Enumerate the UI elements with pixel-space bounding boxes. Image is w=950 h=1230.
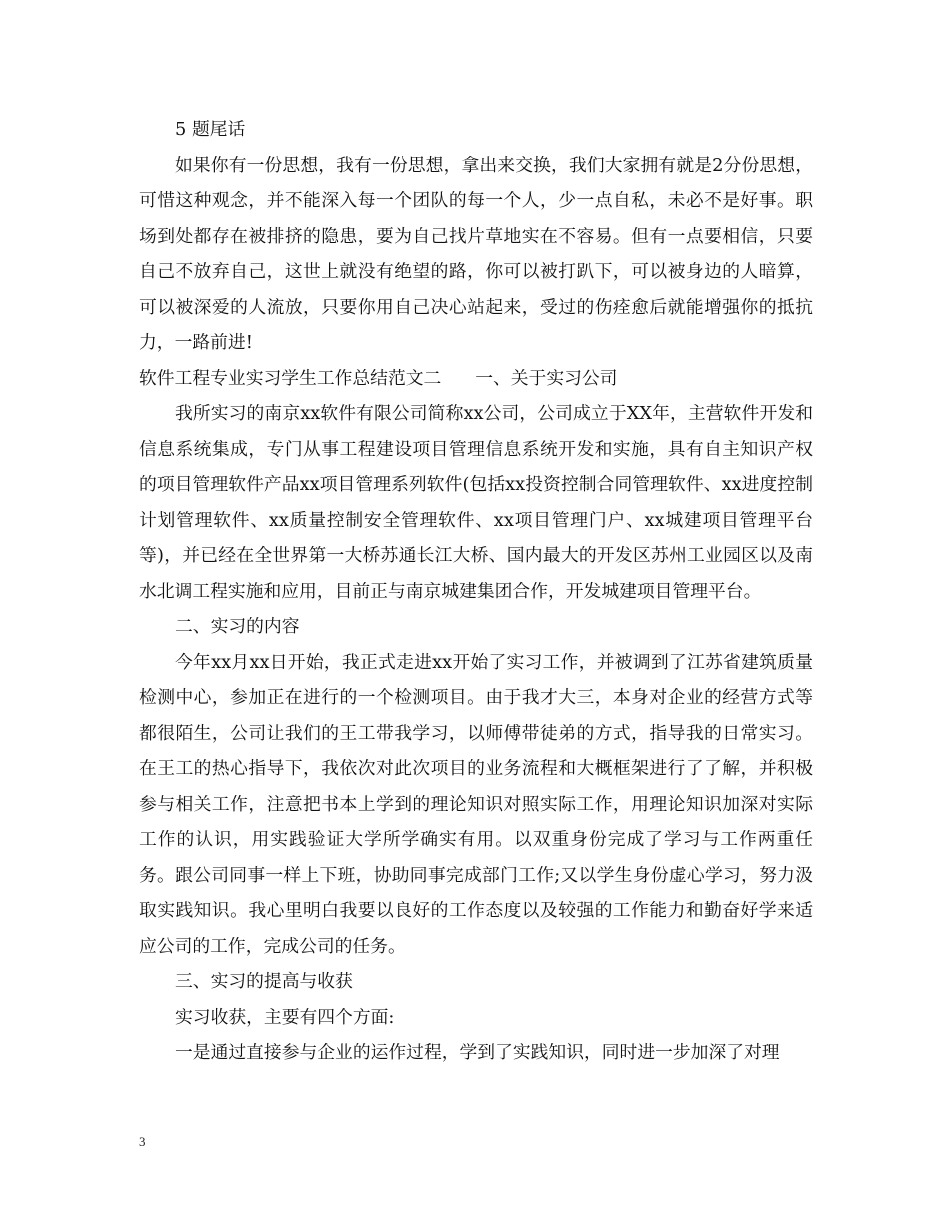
gains-intro-paragraph: 实习收获，主要有四个方面: — [175, 1006, 395, 1028]
document-body — [139, 112, 813, 1071]
section-heading-gains: 三、实习的提高与收获 — [175, 971, 353, 992]
page-number: 3 — [139, 1134, 146, 1149]
internship-content-paragraph: 今年xx月xx日开始，我正式走进xx开始了实习工作，并被调到了江苏省建筑质量检测中心，参加正在进行的一个检测项目。由于我才大三，本身对企业的经营方式等都很陌生，公司让我们的王工带我学习，以师傅带徒弟的方式，指导我的日常实习。在王工的热心指导下，我依次对此次项目的业务流程和大概框架进行了了解，并积极参与相关工作，注意把书本上学到的理论知识对照实际工作，用理论知识加深对实际工作的认识，用实践验证大学所学确实有用。以双重身份完成了学习与工作两重任务。跟公司同事一样上下班，协助同事完成部门工作;又以学生身份虚心学习，努力汲取实践知识。我心里明白我要以良好的工作态度以及较强的工作能力和勤奋好学来适应公司的工作，完成公司的任务。 — [139, 651, 813, 957]
company-paragraph: 我所实习的南京xx软件有限公司简称xx公司，公司成立于XX年，主营软件开发和信息系统集成，专门从事工程建设项目管理信息系统开发和实施，具有自主知识产权的项目管理软件产品xx项目管理系列软件(包括xx投资控制合同管理软件、xx进度控制计划管理软件、xx质量控制安全管理软件、xx项目管理门户、xx城建项目管理平台等)，并已经在全世界第一大桥苏通长江大桥、国内最大的开发区苏州工业园区以及南水北调工程实施和应用，目前正与南京城建集团合作，开发城建项目管理平台。 — [139, 403, 813, 602]
section-heading-closing-words: 5 题尾话 — [175, 119, 246, 140]
closing-paragraph: 如果你有一份思想，我有一份思想，拿出来交换，我们大家拥有就是2分份思想，可惜这种观念，并不能深入每一个团队的每一个人，少一点自私，未必不是好事。职场到处都存在被排挤的隐患，要为自己找片草地实在不容易。但有一点要相信，只要自己不放弃自己，这世上就没有绝望的路，你可以被打趴下，可以被身边的人暗算，可以被深爱的人流放，只要你用自己决心站起来，受过的伤痊愈后就能增强你的抵抗力，一路前进! — [139, 154, 813, 353]
section-heading-internship-content: 二、实习的内容 — [175, 616, 300, 637]
gain-one-paragraph: 一是通过直接参与企业的运作过程，学到了实践知识，同时进一步加深了对理 — [175, 1042, 780, 1063]
document-title-section-two: 软件工程专业实习学生工作总结范文二 一、关于实习公司 — [139, 367, 618, 389]
